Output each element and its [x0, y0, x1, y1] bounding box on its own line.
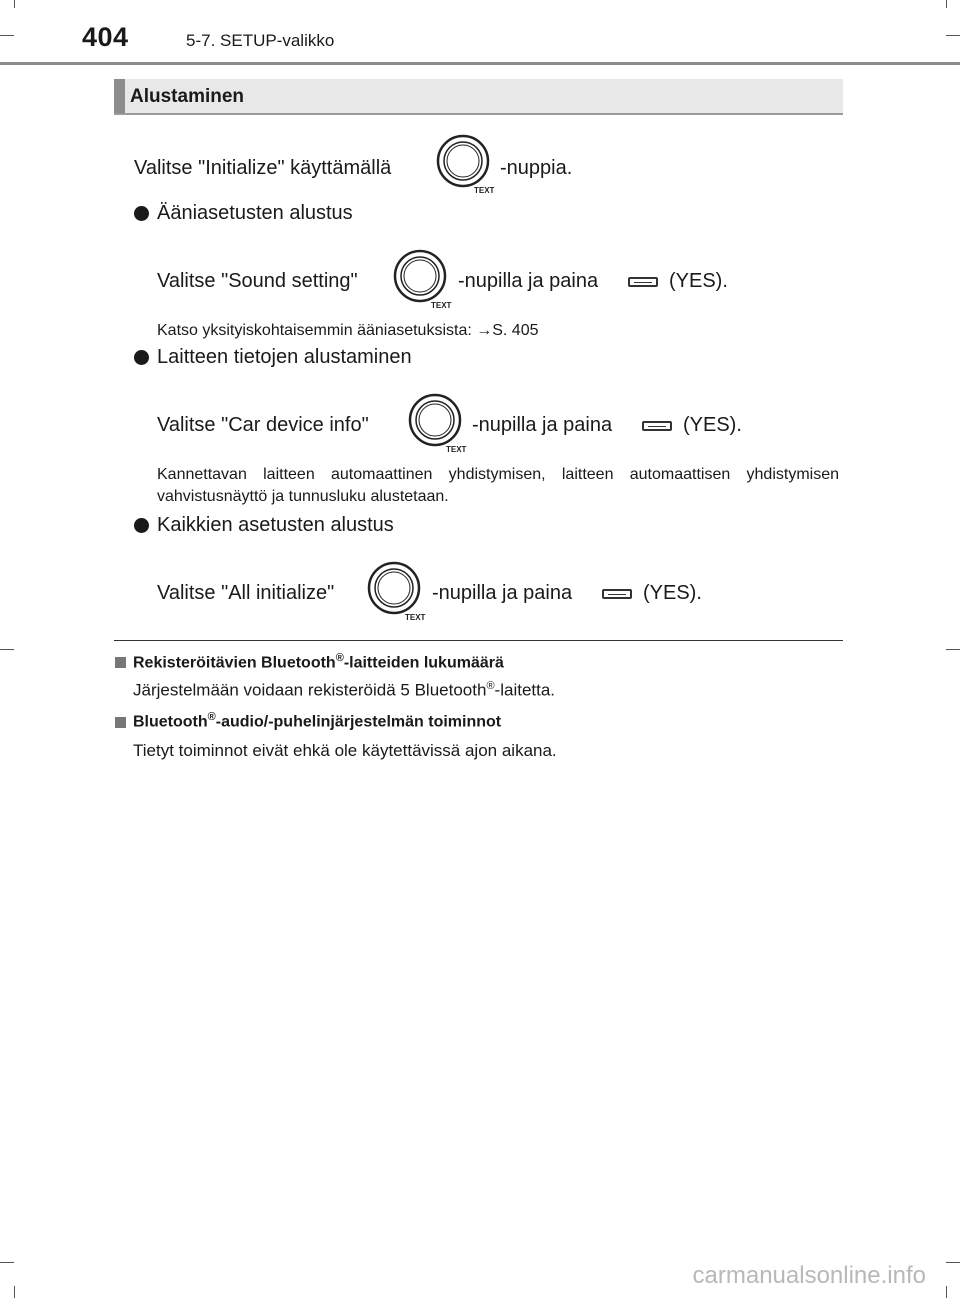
item-instruction-mid: -nupilla ja paina: [472, 414, 613, 436]
item-heading: Kaikkien asetusten alustus: [157, 514, 394, 536]
section-heading: Alustaminen: [130, 86, 245, 107]
crop-mark: [0, 649, 14, 650]
crop-mark: [946, 649, 960, 650]
item-instruction-end: (YES).: [683, 414, 742, 436]
item-instruction-mid: -nupilla ja paina: [458, 270, 599, 292]
knob-label: TEXT: [474, 186, 495, 195]
note-heading: [133, 711, 501, 731]
note-heading-part: Bluetooth: [133, 713, 208, 731]
note-text-part: -laitetta.: [494, 680, 556, 700]
crop-mark: [14, 1286, 15, 1298]
tune-knob-icon: [436, 134, 500, 196]
knob-label: TEXT: [446, 445, 467, 454]
section-heading-bar: [114, 79, 843, 115]
knob-label: TEXT: [431, 301, 452, 310]
watermark: carmanualsonline.info: [692, 1262, 926, 1289]
knob-label: TEXT: [405, 613, 426, 622]
note-heading: [133, 652, 504, 672]
button-icon: [642, 421, 672, 431]
page-header: [0, 0, 960, 64]
square-bullet-icon: [115, 717, 126, 728]
item-note: Katso yksityiskohtaisemmin ääniasetuksista: →S. 405: [157, 322, 539, 339]
item-heading: Ääniasetusten alustus: [157, 202, 353, 224]
note-text-part: Järjestelmään voidaan rekisteröidä 5 Bluetooth: [133, 680, 487, 700]
bullet-icon: [134, 518, 149, 533]
item-instruction: Valitse "Sound setting": [157, 270, 358, 292]
button-icon: [602, 589, 632, 599]
note-heading-part: Rekisteröitävien Bluetooth: [133, 654, 336, 672]
registered-mark: ®: [207, 711, 216, 723]
registered-mark: ®: [486, 680, 495, 692]
intro-text: Valitse "Initialize" käyttämällä: [134, 157, 392, 179]
heading-accent: [114, 79, 125, 113]
note-heading-part: -laitteiden lukumäärä: [343, 654, 504, 672]
crop-mark: [946, 1286, 947, 1298]
bullet-icon: [134, 206, 149, 221]
item-heading: Laitteen tietojen alustaminen: [157, 346, 412, 368]
page-number: 404: [82, 22, 129, 52]
crop-mark: [946, 1262, 960, 1263]
item-instruction-end: (YES).: [669, 270, 728, 292]
note-text: [133, 680, 555, 701]
button-icon: [628, 277, 658, 287]
tune-knob-icon: [408, 393, 472, 455]
section-title: 5-7. SETUP-valikko: [186, 31, 335, 50]
crop-mark: [0, 1262, 14, 1263]
item-instruction-end: (YES).: [643, 582, 702, 604]
note-text: Tietyt toiminnot eivät ehkä ole käytettävissä ajon aikana.: [133, 741, 557, 760]
item-instruction: Valitse "All initialize": [157, 582, 335, 604]
tune-knob-icon: [393, 249, 457, 311]
note-heading-part: -audio/-puhelinjärjestelmän toiminnot: [215, 713, 502, 731]
square-bullet-icon: [115, 657, 126, 668]
header-divider: [0, 62, 960, 65]
item-note: Kannettavan laitteen automaattinen yhdistymisen, laitteen automaattisen yhdistymisen vahvistusnäyttö ja tunnusluku alustetaan.: [157, 466, 839, 505]
tune-knob-icon: [367, 561, 431, 623]
notes-divider: [114, 640, 843, 641]
registered-mark: ®: [335, 652, 344, 664]
item-instruction-mid: -nupilla ja paina: [432, 582, 573, 604]
bullet-icon: [134, 350, 149, 365]
intro-text-end: -nuppia.: [500, 157, 573, 179]
item-instruction: Valitse "Car device info": [157, 414, 369, 436]
